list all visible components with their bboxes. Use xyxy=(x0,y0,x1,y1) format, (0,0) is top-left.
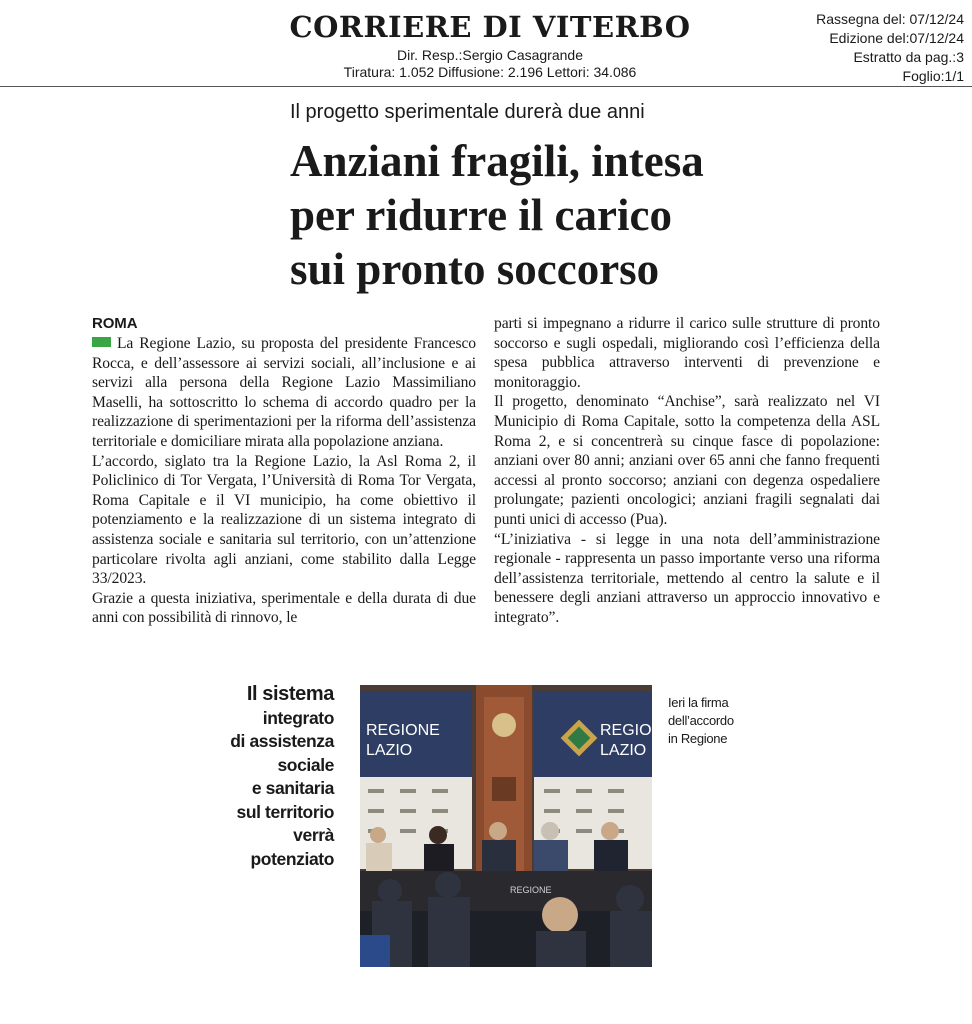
pull-quote-line: verrà xyxy=(293,825,334,845)
pull-quote-line: Il sistema xyxy=(246,683,334,705)
paragraph: Grazie a questa iniziativa, sperimentale e della durata di due anni con possibilità di rinnovo, le xyxy=(92,589,476,627)
rassegna-date: Rassegna del: 07/12/24 xyxy=(816,11,964,27)
caption-line: in Regione xyxy=(668,731,728,746)
masthead xyxy=(0,0,972,87)
pull-quote-line: di assistenza xyxy=(230,731,334,751)
headline-line: Anziani fragili, intesa xyxy=(290,136,704,186)
caption-line: Ieri la firma xyxy=(668,695,729,710)
clipping-meta xyxy=(816,10,964,86)
sheet-count: Foglio:1/1 xyxy=(902,68,964,84)
paragraph: L’accordo, siglato tra la Regione Lazio, la Asl Roma 2, il Policlinico di Tor Vergata, l’Università di Roma Tor Vergata, Roma Capitale e il VI municipio, ha come obiettivo il potenziamento e la realizzazione di un sistema integrato di assistenza sociale e sanitaria sul territorio, con un’attenzione particolare rivolta agli anziani, come stabilito dalla Legge 33/2023. xyxy=(92,452,476,588)
paragraph: Il progetto, denominato “Anchise”, sarà realizzato nel VI Municipio di Roma Capitale, sotto la competenza della ASL Roma 2, e si concentrerà su cinque fasce di popolazione: anziani over 80 anni; anziani over 65 anni che fanno frequenti accessi al pronto soccorso; anziani con degenza ospedaliere prolungate; pazienti oncologici; anziani fragili segnalati dai punti unici di accesso (Pua). xyxy=(494,393,880,528)
article-column-2 xyxy=(494,314,880,628)
event-photo xyxy=(360,685,674,967)
banner-right-text: REGIONE xyxy=(600,722,674,739)
newspaper-name: CORRIERE DI VITERBO xyxy=(289,10,691,44)
headline-line: sui pronto soccorso xyxy=(290,244,660,294)
banner-left-text: REGIONE xyxy=(366,722,440,739)
director-line: Dir. Resp.:Sergio Casagrande xyxy=(397,47,583,63)
page-extract: Estratto da pag.:3 xyxy=(853,49,964,65)
pull-quote-line: sul territorio xyxy=(236,801,334,822)
photo-caption xyxy=(668,694,788,748)
edition-date: Edizione del:07/12/24 xyxy=(829,30,964,46)
green-square-icon xyxy=(92,337,111,347)
photo-illustration xyxy=(360,685,674,967)
desk-sign-text: REGIONE xyxy=(510,885,552,895)
dateline-place: ROMA xyxy=(92,315,138,332)
paragraph: parti si impegnano a ridurre il carico sulle strutture di pronto soccorso e sugli ospedali, migliorando così l’efficienza della spesa pubblica attraverso interventi di prevenzione e monitoraggio. xyxy=(494,315,880,391)
article-headline xyxy=(290,134,704,296)
caption-line: dell’accordo xyxy=(668,713,734,728)
banner-right-text: LAZIO xyxy=(600,742,647,759)
pull-quote xyxy=(180,683,334,871)
pull-quote-line: sociale xyxy=(277,754,334,775)
headline-line: per ridurre il carico xyxy=(290,190,672,240)
pull-quote-line: potenziato xyxy=(250,848,334,869)
pull-quote-line: e sanitaria xyxy=(251,778,334,798)
paragraph: “L’iniziativa - si legge in una nota dell’amministrazione regionale - rappresenta un passo importante verso una riforma dell’assistenza territoriale, mettendo al centro la salute e il benessere degli anziani attraverso un approccio innovativo e integrato”. xyxy=(494,530,880,626)
paragraph: La Regione Lazio, su proposta del presidente Francesco Rocca, e dell’assessore ai servizi sociali, all’inclusione e ai servizi alla persona della Regione Lazio Massimiliano Maselli, ha sottoscritto lo schema di accordo quadro per la realizzazione di sperimentazioni per la riforma dell’assistenza territoriale e domiciliare mirata alla popolazione anziana. xyxy=(92,335,476,450)
article-column-1 xyxy=(92,314,476,628)
circulation-line: Tiratura: 1.052 Diffusione: 2.196 Lettori: 34.086 xyxy=(343,64,637,80)
pull-quote-line: integrato xyxy=(262,707,334,728)
article-kicker: Il progetto sperimentale durerà due anni xyxy=(290,101,645,123)
banner-left-text: LAZIO xyxy=(366,742,413,759)
